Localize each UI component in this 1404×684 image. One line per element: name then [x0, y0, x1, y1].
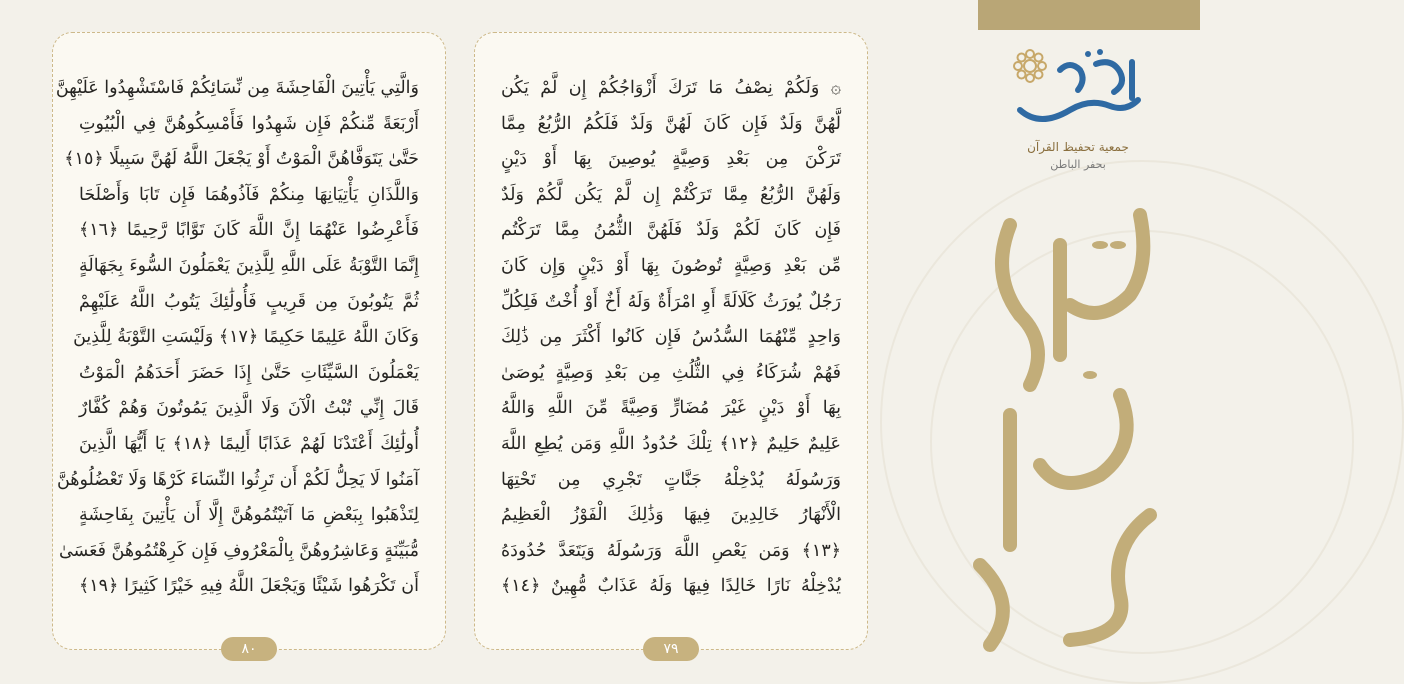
verse-line: مُّبَيِّنَةٍ وَعَاشِرُوهُنَّ بِالْمَعْرُوفِ فَإِن كَرِهْتُمُوهُنَّ فَعَسَىٰ — [58, 540, 419, 561]
page-number-badge: ٧٩ — [643, 637, 699, 661]
mushaf-page-left — [52, 32, 446, 657]
verse-line: قَالَ إِنِّي تُبْتُ الْآنَ وَلَا الَّذِينَ يَمُوتُونَ وَهُمْ كُفَّارٌ — [79, 398, 419, 419]
verse-line: فَهُمْ شُرَكَاءُ فِي الثُّلُثِ مِن بَعْدِ وَصِيَّةٍ يُوصَىٰ — [501, 362, 841, 383]
organization-name: جمعية تحفيظ القرآن — [1027, 140, 1129, 154]
verse-line: لَّهُنَّ وَلَدٌ فَإِن كَانَ لَهُنَّ وَلَدٌ فَلَكُمُ الرُّبُعُ مِمَّا — [501, 113, 841, 134]
mushaf-page-right — [474, 32, 868, 657]
verse-line: فَأَعْرِضُوا عَنْهُمَا إِنَّ اللَّهَ كَانَ تَوَّابًا رَّحِيمًا ﴿١٦﴾ — [79, 220, 419, 241]
page-text — [55, 71, 419, 605]
verse-line: الْأَنْهَارُ خَالِدِينَ فِيهَا وَذَٰلِكَ الْفَوْزُ الْعَظِيمُ — [501, 505, 841, 526]
verse-line: يُدْخِلْهُ نَارًا خَالِدًا فِيهَا وَلَهُ عَذَابٌ مُّهِينٌ ﴿١٤﴾ — [501, 576, 841, 597]
verse-line: يَعْمَلُونَ السَّيِّئَاتِ حَتَّىٰ إِذَا حَضَرَ أَحَدَهُمُ الْمَوْتُ — [79, 362, 419, 383]
verse-line: أُولَٰئِكَ أَعْتَدْنَا لَهُمْ عَذَابًا أَلِيمًا ﴿١٨﴾ يَا أَيُّهَا الَّذِينَ — [79, 433, 419, 454]
verse-line: آمَنُوا لَا يَحِلُّ لَكُمْ أَن تَرِثُوا النِّسَاءَ كَرْهًا وَلَا تَعْضُلُوهُنَّ — [56, 469, 419, 490]
verse-line: أَرْبَعَةً مِّنكُمْ فَإِن شَهِدُوا فَأَمْسِكُوهُنَّ فِي الْبُيُوتِ — [79, 113, 419, 134]
verse-line: وَكَانَ اللَّهُ عَلِيمًا حَكِيمًا ﴿١٧﴾ وَلَيْسَتِ التَّوْبَةُ لِلَّذِينَ — [73, 327, 419, 348]
flower-ornament-icon — [1000, 40, 1156, 136]
verse-line: حَتَّىٰ يَتَوَفَّاهُنَّ الْمَوْتُ أَوْ يَجْعَلَ اللَّهُ لَهُنَّ سَبِيلًا ﴿١٥﴾ — [64, 149, 419, 170]
title-calligraphy — [950, 185, 1190, 655]
verse-line: ۞ وَلَكُمْ نِصْفُ مَا تَرَكَ أَزْوَاجُكُمْ إِن لَّمْ يَكُن — [501, 78, 841, 98]
verse-line: لِتَذْهَبُوا بِبَعْضِ مَا آتَيْتُمُوهُنَّ إِلَّا أَن يَأْتِينَ بِفَاحِشَةٍ — [79, 505, 419, 526]
verse-line: وَرَسُولَهُ يُدْخِلْهُ جَنَّاتٍ تَجْرِي مِن تَحْتِهَا — [501, 469, 841, 490]
verse-line: ﴿١٣﴾ وَمَن يَعْصِ اللَّهَ وَرَسُولَهُ وَيَتَعَدَّ حُدُودَهُ — [501, 540, 841, 561]
verse-line: أَن تَكْرَهُوا شَيْئًا وَيَجْعَلَ اللَّهُ فِيهِ خَيْرًا كَثِيرًا ﴿١٩﴾ — [79, 576, 419, 597]
page-text — [501, 71, 841, 605]
verse-line: رَجُلٌ يُورَثُ كَلَالَةً أَوِ امْرَأَةٌ وَلَهُ أَخٌ أَوْ أُخْتٌ فَلِكُلِّ — [501, 291, 841, 312]
verse-line: وَالَّتِي يَأْتِينَ الْفَاحِشَةَ مِن نِّسَائِكُمْ فَاسْتَشْهِدُوا عَلَيْهِنَّ — [55, 78, 419, 98]
top-accent-bar — [978, 0, 1200, 30]
verse-line: ثُمَّ يَتُوبُونَ مِن قَرِيبٍ فَأُولَٰئِكَ يَتُوبُ اللَّهُ عَلَيْهِمْ — [79, 291, 419, 312]
verse-line: بِهَا أَوْ دَيْنٍ غَيْرَ مُضَارٍّ وَصِيَّةً مِّنَ اللَّهِ وَاللَّهُ — [501, 398, 841, 419]
verse-line: إِنَّمَا التَّوْبَةُ عَلَى اللَّهِ لِلَّذِينَ يَعْمَلُونَ السُّوءَ بِجَهَالَةٍ — [79, 255, 419, 276]
page-number-badge: ٨٠ — [221, 637, 277, 661]
verse-line: وَاحِدٍ مِّنْهُمَا السُّدُسُ فَإِن كَانُوا أَكْثَرَ مِن ذَٰلِكَ — [501, 327, 841, 348]
organization-city: بحفر الباطن — [1050, 158, 1106, 171]
verse-line: مِّن بَعْدِ وَصِيَّةٍ تُوصُونَ بِهَا أَوْ دَيْنٍ وَإِن كَانَ — [501, 255, 841, 276]
verse-line: وَلَهُنَّ الرُّبُعُ مِمَّا تَرَكْتُمْ إِن لَّمْ يَكُن لَّكُمْ وَلَدٌ — [501, 184, 841, 205]
verse-line: تَرَكْنَ مِن بَعْدِ وَصِيَّةٍ يُوصِينَ بِهَا أَوْ دَيْنٍ — [501, 149, 841, 170]
verse-line: فَإِن كَانَ لَكُمْ وَلَدٌ فَلَهُنَّ الثُّمُنُ مِمَّا تَرَكْتُم — [501, 220, 841, 241]
verse-line: عَلِيمٌ حَلِيمٌ ﴿١٢﴾ تِلْكَ حُدُودُ اللَّهِ وَمَن يُطِعِ اللَّهَ — [501, 433, 841, 454]
organization-logo — [978, 40, 1178, 170]
verse-line: وَاللَّذَانِ يَأْتِيَانِهَا مِنكُمْ فَآذُوهُمَا فَإِن تَابَا وَأَصْلَحَا — [79, 184, 419, 205]
